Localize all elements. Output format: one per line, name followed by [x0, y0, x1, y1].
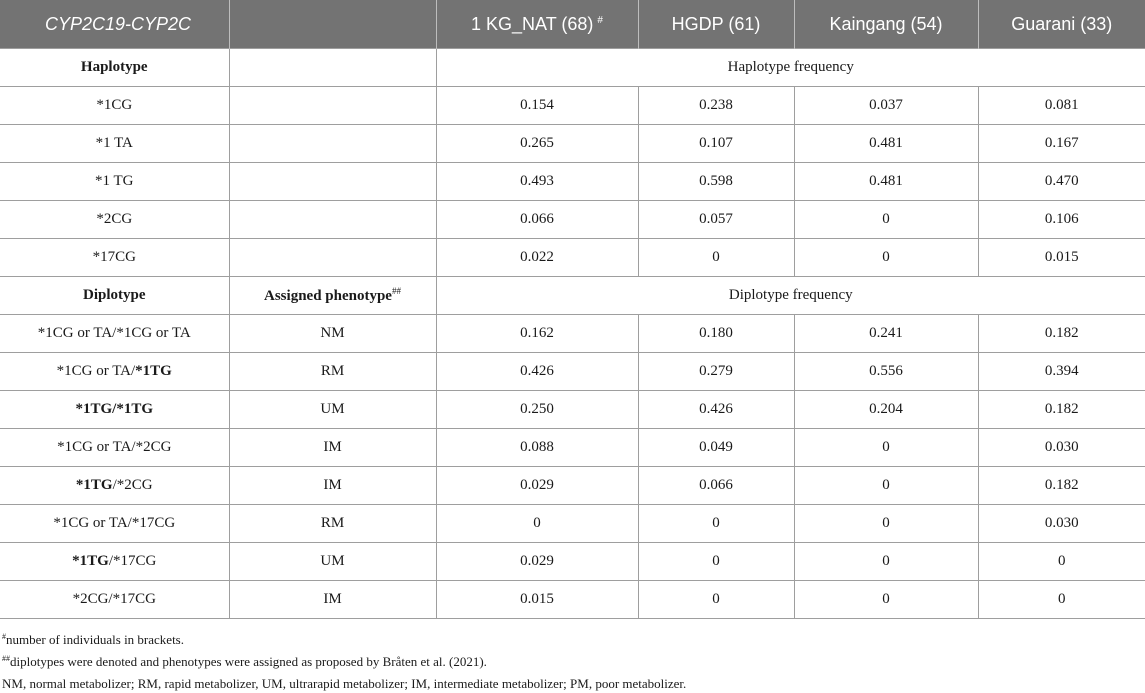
frequency-cell: 0.015 — [978, 239, 1145, 277]
diplotype-name — [0, 543, 229, 581]
diplotype-name-part: *2CG/*17CG — [72, 591, 156, 607]
diplotype-name — [0, 467, 229, 505]
frequency-cell: 0.470 — [978, 163, 1145, 201]
table-row — [0, 353, 1145, 391]
phenotype-cell: UM — [229, 543, 436, 581]
frequency-cell: 0.556 — [794, 353, 978, 391]
phenotype-cell: NM — [229, 315, 436, 353]
footnote — [2, 671, 1145, 693]
frequency-cell: 0 — [638, 543, 794, 581]
frequency-cell: 0.394 — [978, 353, 1145, 391]
frequency-cell: 0.022 — [436, 239, 638, 277]
empty-cell — [229, 125, 436, 163]
diplotype-frequency-label: Diplotype frequency — [436, 277, 1145, 315]
diplotype-name — [0, 315, 229, 353]
frequency-cell: 0 — [978, 581, 1145, 619]
phenotype-label-text: Assigned phenotype — [264, 288, 392, 304]
frequency-cell: 0 — [794, 429, 978, 467]
phenotype-column-label — [229, 277, 436, 315]
frequency-cell: 0 — [794, 201, 978, 239]
diplotype-name-part: /*17CG — [108, 553, 157, 569]
section-header-row — [0, 49, 1145, 87]
diplotype-name-part: *1CG or TA/*1CG or TA — [37, 325, 191, 341]
table-row — [0, 581, 1145, 619]
diplotype-name-part: *1TG — [72, 553, 109, 569]
haplotype-name: *1CG — [0, 87, 229, 125]
frequency-cell: 0.204 — [794, 391, 978, 429]
frequency-cell: 0.066 — [638, 467, 794, 505]
table-row — [0, 429, 1145, 467]
frequency-cell: 0.493 — [436, 163, 638, 201]
header-pop-kaingang — [794, 0, 978, 49]
empty-cell — [229, 163, 436, 201]
table-row — [0, 505, 1145, 543]
frequency-cell: 0.182 — [978, 315, 1145, 353]
frequency-cell: 0.107 — [638, 125, 794, 163]
frequency-cell: 0 — [638, 581, 794, 619]
frequency-cell: 0.081 — [978, 87, 1145, 125]
frequency-cell: 0.037 — [794, 87, 978, 125]
footnotes — [0, 619, 1145, 693]
diplotype-name — [0, 505, 229, 543]
empty-cell — [229, 87, 436, 125]
frequency-cell: 0.049 — [638, 429, 794, 467]
table-row — [0, 543, 1145, 581]
empty-cell — [229, 201, 436, 239]
frequency-cell: 0.182 — [978, 391, 1145, 429]
header-pop-label: Guarani (33) — [1011, 13, 1113, 34]
footnote-mark: # — [597, 14, 603, 26]
phenotype-cell: IM — [229, 467, 436, 505]
footnote-mark: # — [2, 632, 6, 641]
empty-cell — [229, 239, 436, 277]
diplotype-name-part: *1TG — [75, 477, 113, 493]
table-header-row — [0, 0, 1145, 49]
header-pop-1kg — [436, 0, 638, 49]
table-row — [0, 201, 1145, 239]
diplotype-name-part: *1CG or TA/*2CG — [57, 439, 172, 455]
table-row — [0, 467, 1145, 505]
diplotype-name — [0, 391, 229, 429]
diplotype-name — [0, 353, 229, 391]
frequency-cell: 0.154 — [436, 87, 638, 125]
diplotype-section-label: Diplotype — [0, 277, 229, 315]
footnote-text: number of individuals in brackets. — [6, 632, 184, 647]
footnote-text: diplotypes were denoted and phenotypes were assigned as proposed by Bråten et al. (2021). — [10, 654, 487, 669]
header-pop-label: 1 KG_NAT (68) — [471, 13, 594, 34]
frequency-cell: 0 — [794, 467, 978, 505]
empty-cell — [229, 49, 436, 87]
phenotype-cell: IM — [229, 581, 436, 619]
frequency-cell: 0.250 — [436, 391, 638, 429]
table-body — [0, 49, 1145, 619]
frequency-cell: 0.106 — [978, 201, 1145, 239]
frequency-cell: 0.066 — [436, 201, 638, 239]
diplotype-name-part: *1TG/*1TG — [75, 401, 153, 417]
footnote — [2, 649, 1145, 671]
phenotype-cell: UM — [229, 391, 436, 429]
phenotype-cell: RM — [229, 353, 436, 391]
frequency-cell: 0.180 — [638, 315, 794, 353]
frequency-cell: 0.030 — [978, 505, 1145, 543]
footnote — [2, 627, 1145, 649]
footnote-text: NM, normal metabolizer; RM, rapid metabolizer, UM, ultrarapid metabolizer; IM, intermediate metabolizer; PM, poor metabolizer. — [2, 676, 687, 691]
frequency-cell: 0.241 — [794, 315, 978, 353]
phenotype-cell: IM — [229, 429, 436, 467]
table-row — [0, 87, 1145, 125]
frequency-cell: 0.029 — [436, 467, 638, 505]
haplotype-name: *1 TG — [0, 163, 229, 201]
frequency-cell: 0 — [794, 581, 978, 619]
frequency-cell: 0 — [978, 543, 1145, 581]
frequency-cell: 0.167 — [978, 125, 1145, 163]
header-pop-label: HGDP (61) — [671, 13, 761, 34]
haplotype-name: *17CG — [0, 239, 229, 277]
frequency-cell: 0.182 — [978, 467, 1145, 505]
diplotype-name-part: *1CG or TA/*17CG — [53, 515, 176, 531]
frequency-cell: 0.481 — [794, 125, 978, 163]
frequency-cell: 0 — [794, 505, 978, 543]
frequency-cell: 0.015 — [436, 581, 638, 619]
header-gene: CYP2C19-CYP2C — [0, 0, 229, 49]
section-header-row — [0, 277, 1145, 315]
haplotype-name: *2CG — [0, 201, 229, 239]
diplotype-name — [0, 581, 229, 619]
frequency-cell: 0.265 — [436, 125, 638, 163]
footnote-mark: ## — [2, 654, 10, 663]
header-blank — [229, 0, 436, 49]
table-row — [0, 315, 1145, 353]
frequency-cell: 0.426 — [436, 353, 638, 391]
header-pop-label: Kaingang (54) — [829, 13, 943, 34]
haplotype-section-label: Haplotype — [0, 49, 229, 87]
table-row — [0, 125, 1145, 163]
frequency-cell: 0.426 — [638, 391, 794, 429]
frequency-cell: 0.029 — [436, 543, 638, 581]
diplotype-name-part: *1TG — [135, 363, 172, 379]
frequency-cell: 0 — [638, 505, 794, 543]
frequency-cell: 0.279 — [638, 353, 794, 391]
frequency-cell: 0 — [436, 505, 638, 543]
frequency-cell: 0.057 — [638, 201, 794, 239]
frequency-cell: 0.030 — [978, 429, 1145, 467]
haplotype-name: *1 TA — [0, 125, 229, 163]
phenotype-cell: RM — [229, 505, 436, 543]
diplotype-name-part: /*2CG — [112, 477, 153, 493]
table-row — [0, 391, 1145, 429]
table-row — [0, 239, 1145, 277]
frequency-cell: 0.238 — [638, 87, 794, 125]
footnote-mark: ## — [391, 286, 401, 296]
frequency-cell: 0 — [638, 239, 794, 277]
header-pop-guarani — [978, 0, 1145, 49]
haplotype-frequency-label: Haplotype frequency — [436, 49, 1145, 87]
frequency-cell: 0.598 — [638, 163, 794, 201]
table-row — [0, 163, 1145, 201]
diplotype-name — [0, 429, 229, 467]
frequency-cell: 0.162 — [436, 315, 638, 353]
frequency-cell: 0 — [794, 543, 978, 581]
frequency-cell: 0.481 — [794, 163, 978, 201]
frequency-cell: 0.088 — [436, 429, 638, 467]
header-pop-hgdp — [638, 0, 794, 49]
diplotype-name-part: *1CG or TA/ — [56, 363, 136, 379]
frequency-cell: 0 — [794, 239, 978, 277]
